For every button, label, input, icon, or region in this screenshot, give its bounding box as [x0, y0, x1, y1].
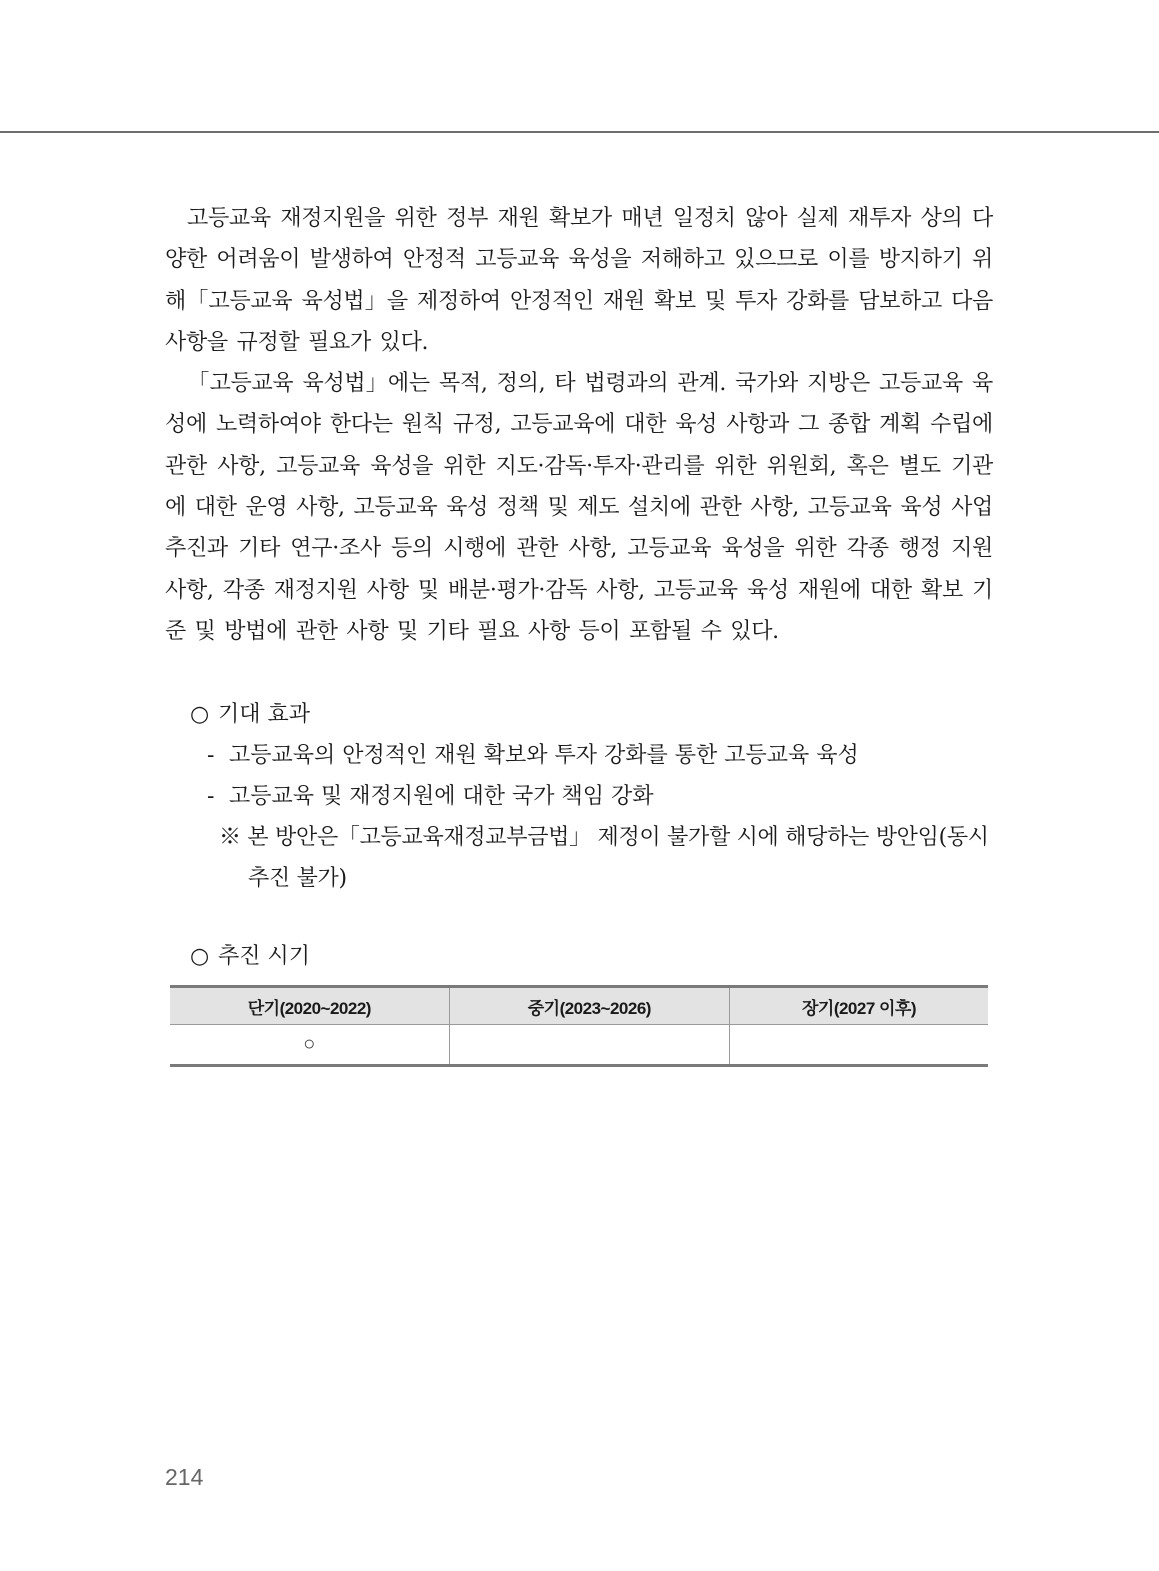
section-heading-expected-effects: ○ 기대 효과 — [165, 694, 993, 735]
page-body — [165, 198, 993, 977]
column-header-mid-term: 중기(2023~2026) — [449, 987, 729, 1025]
section-heading-timeline: ○ 추진 시기 — [165, 936, 993, 977]
timeline-table — [170, 985, 988, 1067]
list-item: - 고등교육의 안정적인 재원 확보와 투자 강화를 통한 고등교육 육성 — [207, 743, 859, 769]
cell-mid-term — [449, 1025, 729, 1066]
table-header-row — [170, 987, 988, 1025]
page-number: 214 — [165, 1464, 204, 1490]
expected-effects-section — [165, 694, 993, 899]
cell-long-term — [730, 1025, 989, 1066]
list-item: - 고등교육 및 재정지원에 대한 국가 책임 강화 — [207, 784, 654, 810]
circle-bullet-icon: ○ — [190, 702, 210, 728]
circle-bullet-icon: ○ — [190, 944, 210, 970]
note-text: ※ 본 방안은「고등교육재정교부금법」 제정이 불가할 시에 해당하는 방안임(동시 추진 불가) — [219, 825, 989, 892]
column-header-short-term: 단기(2020~2022) — [170, 987, 449, 1025]
cell-short-term: ○ — [170, 1025, 449, 1066]
paragraph-text: 고등교육 재정지원을 위한 정부 재원 확보가 매년 일정치 않아 실제 재투자 상의 다양한 어려움이 발생하여 안정적 고등교육 육성을 저해하고 있으므로 이를 방지하기 위해「고등교육 육성법」을 제정하여 안정적인 재원 확보 및 투자 강화를 담보하고 다음 사항을 규정할 필요가 있다. — [165, 206, 993, 355]
table-row — [170, 1025, 988, 1066]
timeline-section — [165, 936, 993, 977]
paragraph-law-contents — [165, 363, 993, 652]
paragraph-funding-issue — [165, 198, 993, 363]
column-header-long-term: 장기(2027 이후) — [730, 987, 989, 1025]
paragraph-text: 「고등교육 육성법」에는 목적, 정의, 타 법령과의 관계. 국가와 지방은 고등교육 육성에 노력하여야 한다는 원칙 규정, 고등교육에 대한 육성 사항과 그 종합 계획 수립에 관한 사항, 고등교육 육성을 위한 지도·감독·투자·관리를 위한 위원회, 혹은 별도 기관에 대한 운영 사항, 고등교육 육성 정책 및 제도 설치에 관한 사항, 고등교육 육성 사업 추진과 기타 연구·조사 등의 시행에 관한 사항, 고등교육 육성을 위한 각종 행정 지원 사항, 각종 재정지원 사항 및 배분·평가·감독 사항, 고등교육 육성 재원에 대한 확보 기준 및 방법에 관한 사항 및 기타 필요 사항 등이 포함될 수 있다. — [165, 371, 993, 644]
header-rule — [0, 131, 1159, 133]
